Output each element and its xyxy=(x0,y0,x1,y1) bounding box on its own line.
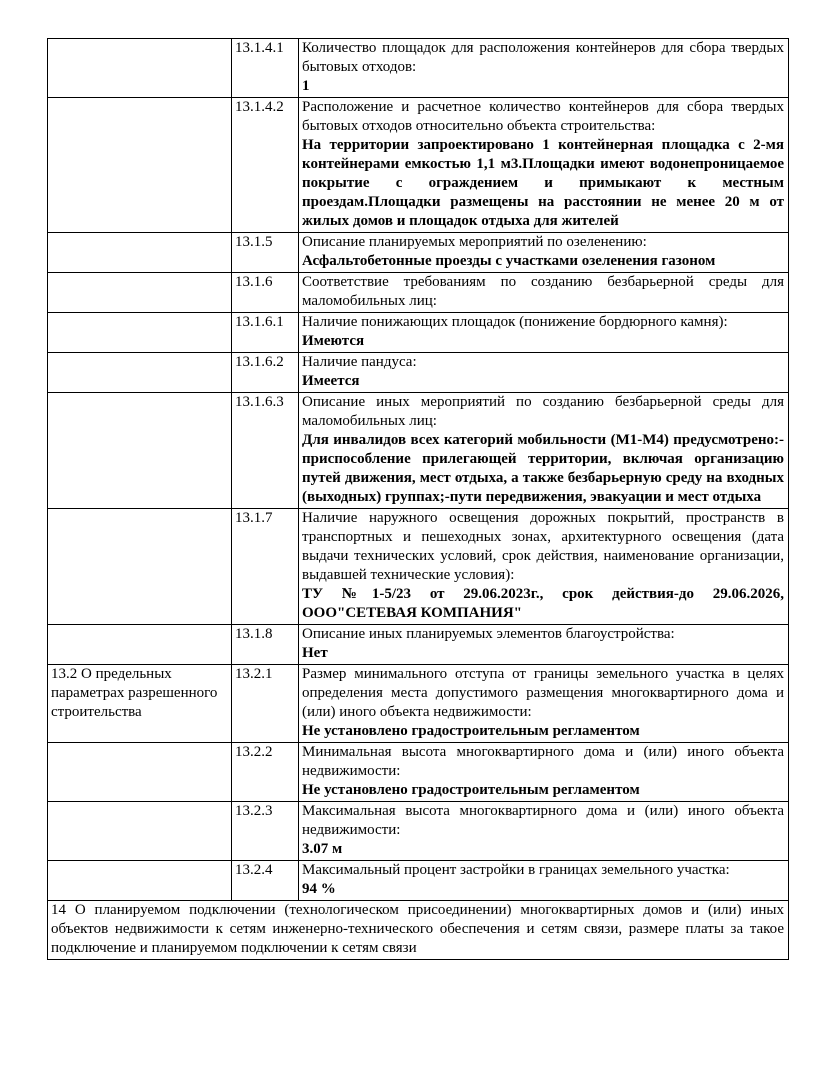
question-text: Максимальный процент застройки в границах земельного участка: xyxy=(302,862,730,878)
item-number-cell xyxy=(232,861,299,901)
item-number-cell xyxy=(232,313,299,353)
content-cell xyxy=(299,273,789,313)
section-label-cell xyxy=(48,743,232,802)
table-row xyxy=(48,665,789,743)
item-number: 13.1.4.1 xyxy=(235,40,284,56)
item-number: 13.2.3 xyxy=(235,803,273,819)
item-number-cell xyxy=(232,353,299,393)
table-row xyxy=(48,273,789,313)
answer-text: Для инвалидов всех категорий мобильности (М1-М4) предусмотрено:-приспособление прилегающей территории, включая организацию путей движения, мест отдыха, а также безбарьерную среду на входных (выходных) группах;-пути передвижения, эвакуации и мест отдыха xyxy=(302,432,784,505)
table-row xyxy=(48,393,789,509)
table-row xyxy=(48,233,789,273)
question-text: Расположение и расчетное количество контейнеров для сбора твердых бытовых отходов относительно объекта строительства: xyxy=(302,99,784,134)
declaration-table xyxy=(47,38,789,960)
answer-text: На территории запроектировано 1 контейнерная площадка с 2-мя контейнерами емкостью 1,1 м3.Площадки имеют водонепроницаемое покрытие с ограждением и примыкают к местным проездам.Площадки размещены на расстоянии не менее 20 м от жилых домов и площадок отдыха для жителей xyxy=(302,137,784,229)
section-label-cell xyxy=(48,233,232,273)
table-row xyxy=(48,353,789,393)
item-number: 13.1.7 xyxy=(235,510,273,526)
table-row xyxy=(48,625,789,665)
content-cell xyxy=(299,233,789,273)
section-label-cell xyxy=(48,39,232,98)
section-label-cell xyxy=(48,625,232,665)
answer-text: Имеются xyxy=(302,333,365,349)
table-row xyxy=(48,313,789,353)
question-text: Размер минимального отступа от границы земельного участка в целях определения места допустимого размещения многоквартирного дома и (или) иного объекта недвижимости: xyxy=(302,666,784,720)
answer-text: 1 xyxy=(302,78,310,94)
question-text: Описание планируемых мероприятий по озеленению: xyxy=(302,234,647,250)
answer-text: Нет xyxy=(302,645,328,661)
item-number-cell xyxy=(232,273,299,313)
answer-text: Не установлено градостроительным регламентом xyxy=(302,782,640,798)
item-number-cell xyxy=(232,393,299,509)
content-cell xyxy=(299,313,789,353)
table-footer-row xyxy=(48,901,789,960)
section-label-cell xyxy=(48,393,232,509)
item-number-cell xyxy=(232,233,299,273)
section-label-cell xyxy=(48,802,232,861)
item-number: 13.1.6.2 xyxy=(235,354,284,370)
content-cell xyxy=(299,665,789,743)
content-cell xyxy=(299,509,789,625)
question-text: Наличие понижающих площадок (понижение бордюрного камня): xyxy=(302,314,728,330)
content-cell xyxy=(299,861,789,901)
item-number: 13.1.5 xyxy=(235,234,273,250)
question-text: Описание иных мероприятий по созданию безбарьерной среды для маломобильных лиц: xyxy=(302,394,784,429)
answer-text: 94 % xyxy=(302,881,336,897)
item-number: 13.1.6 xyxy=(235,274,273,290)
section-label-cell xyxy=(48,353,232,393)
content-cell xyxy=(299,625,789,665)
table-row xyxy=(48,802,789,861)
section-label-cell xyxy=(48,273,232,313)
item-number-cell xyxy=(232,802,299,861)
section-label-cell xyxy=(48,861,232,901)
item-number-cell xyxy=(232,98,299,233)
section-label: 13.2 О предельных параметрах разрешенного строительства xyxy=(51,666,218,720)
question-text: Максимальная высота многоквартирного дома и (или) иного объекта недвижимости: xyxy=(302,803,784,838)
question-text: Наличие пандуса: xyxy=(302,354,417,370)
item-number-cell xyxy=(232,665,299,743)
answer-text: 3.07 м xyxy=(302,841,343,857)
question-text: Описание иных планируемых элементов благоустройства: xyxy=(302,626,675,642)
answer-text: Имеется xyxy=(302,373,360,389)
item-number: 13.1.8 xyxy=(235,626,273,642)
answer-text: ТУ №1-5/23 от 29.06.2023г., срок действия-до 29.06.2026, ООО"СЕТЕВАЯ КОМПАНИЯ" xyxy=(302,586,784,621)
content-cell xyxy=(299,98,789,233)
table-row xyxy=(48,861,789,901)
content-cell xyxy=(299,743,789,802)
table-body xyxy=(48,39,789,960)
item-number: 13.2.2 xyxy=(235,744,273,760)
item-number: 13.2.4 xyxy=(235,862,273,878)
item-number: 13.2.1 xyxy=(235,666,273,682)
table-row xyxy=(48,509,789,625)
item-number: 13.1.4.2 xyxy=(235,99,284,115)
question-text: Соответствие требованиям по созданию безбарьерной среды для маломобильных лиц: xyxy=(302,274,784,309)
section-14-heading: 14 О планируемом подключении (технологическом присоединении) многоквартирных домов и (или) иных объектов недвижимости к сетям инженерно-технического обеспечения и сетям связи, размере платы за такое подключение и планируемом подключении к сетям связи xyxy=(48,901,789,960)
item-number-cell xyxy=(232,743,299,802)
item-number-cell xyxy=(232,509,299,625)
question-text: Минимальная высота многоквартирного дома и (или) иного объекта недвижимости: xyxy=(302,744,784,779)
item-number: 13.1.6.3 xyxy=(235,394,284,410)
answer-text: Не установлено градостроительным регламентом xyxy=(302,723,640,739)
answer-text: Асфальтобетонные проезды с участками озеленения газоном xyxy=(302,253,716,269)
item-number-cell xyxy=(232,39,299,98)
item-number-cell xyxy=(232,625,299,665)
section-label-cell xyxy=(48,313,232,353)
section-label-cell xyxy=(48,98,232,233)
question-text: Количество площадок для расположения контейнеров для сбора твердых бытовых отходов: xyxy=(302,40,784,75)
content-cell xyxy=(299,39,789,98)
content-cell xyxy=(299,353,789,393)
item-number: 13.1.6.1 xyxy=(235,314,284,330)
section-label-cell xyxy=(48,665,232,743)
table-row xyxy=(48,39,789,98)
content-cell xyxy=(299,393,789,509)
table-row xyxy=(48,98,789,233)
table-row xyxy=(48,743,789,802)
question-text: Наличие наружного освещения дорожных покрытий, пространств в транспортных и пешеходных зонах, архитектурного освещения (дата выдачи технических условий, срок действия, наименование организации, выдавшей технические условия): xyxy=(302,510,784,583)
section-label-cell xyxy=(48,509,232,625)
content-cell xyxy=(299,802,789,861)
